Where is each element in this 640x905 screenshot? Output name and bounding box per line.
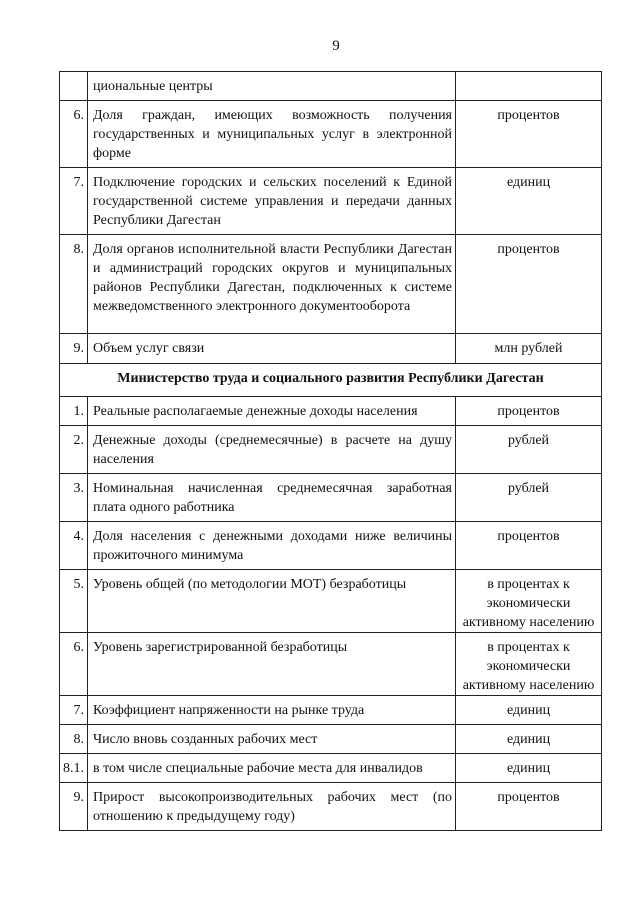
table-row: [60, 397, 602, 426]
indicator-name: Денежные доходы (среднемесячные) в расчете на душу населения: [88, 426, 456, 474]
row-number: 2.: [60, 426, 88, 474]
unit-cell: процентов: [456, 397, 602, 426]
row-number: 8.: [60, 235, 88, 334]
indicator-name: Число вновь созданных рабочих мест: [88, 725, 456, 754]
unit-cell: процентов: [456, 522, 602, 570]
indicator-name: Уровень зарегистрированной безработицы: [88, 633, 456, 696]
table-row: [60, 754, 602, 783]
indicator-name: циональные центры: [88, 72, 456, 101]
row-number: [60, 72, 88, 101]
row-number: 7.: [60, 696, 88, 725]
unit-cell: процентов: [456, 783, 602, 831]
table-row: [60, 783, 602, 831]
indicator-name: Доля граждан, имеющих возможность получения государственных и муниципальных услуг в электронной форме: [88, 101, 456, 168]
page-number: 9: [332, 38, 340, 54]
indicator-name: Реальные располагаемые денежные доходы населения: [88, 397, 456, 426]
row-number: 9.: [60, 783, 88, 831]
unit-cell: рублей: [456, 474, 602, 522]
unit-cell: в процентах к экономически активному населению: [456, 570, 602, 633]
indicator-name: Подключение городских и сельских поселений к Единой государственной системе управления и передачи данных Республики Дагестан: [88, 168, 456, 235]
section-title: Министерство труда и социального развития Республики Дагестан: [60, 364, 602, 397]
row-number: 5.: [60, 570, 88, 633]
table-row: [60, 168, 602, 235]
section-row: [60, 364, 602, 397]
table-row: [60, 522, 602, 570]
indicator-name: Номинальная начисленная среднемесячная заработная плата одного работника: [88, 474, 456, 522]
unit-cell: единиц: [456, 754, 602, 783]
table-row: [60, 101, 602, 168]
row-number: 1.: [60, 397, 88, 426]
table-row: [60, 426, 602, 474]
unit-cell: единиц: [456, 696, 602, 725]
row-number: 6.: [60, 633, 88, 696]
indicator-name: Прирост высокопроизводительных рабочих мест (по отношению к предыдущему году): [88, 783, 456, 831]
indicators-table: [59, 71, 602, 831]
row-number: 9.: [60, 334, 88, 364]
row-number: 6.: [60, 101, 88, 168]
indicator-name: Коэффициент напряженности на рынке труда: [88, 696, 456, 725]
indicator-name: в том числе специальные рабочие места для инвалидов: [88, 754, 456, 783]
unit-cell: единиц: [456, 168, 602, 235]
table-row: [60, 72, 602, 101]
row-number: 8.1.: [60, 754, 88, 783]
indicator-name: Доля органов исполнительной власти Республики Дагестан и администраций городских округов и муниципальных районов Республики Дагестан, подключенных к системе межведомственного электронного документооборота: [88, 235, 456, 334]
table-row: [60, 474, 602, 522]
table-row: [60, 334, 602, 364]
indicator-name: Доля населения с денежными доходами ниже величины прожиточного минимума: [88, 522, 456, 570]
unit-cell: единиц: [456, 725, 602, 754]
table-row: [60, 725, 602, 754]
table-row: [60, 235, 602, 334]
table-row: [60, 696, 602, 725]
row-number: 4.: [60, 522, 88, 570]
row-number: 7.: [60, 168, 88, 235]
unit-cell: процентов: [456, 101, 602, 168]
table-row: [60, 570, 602, 633]
row-number: 3.: [60, 474, 88, 522]
unit-cell: [456, 72, 602, 101]
unit-cell: процентов: [456, 235, 602, 334]
table-row: [60, 633, 602, 696]
unit-cell: млн рублей: [456, 334, 602, 364]
indicator-name: Объем услуг связи: [88, 334, 456, 364]
row-number: 8.: [60, 725, 88, 754]
indicator-name: Уровень общей (по методологии МОТ) безработицы: [88, 570, 456, 633]
unit-cell: рублей: [456, 426, 602, 474]
unit-cell: в процентах к экономически активному населению: [456, 633, 602, 696]
